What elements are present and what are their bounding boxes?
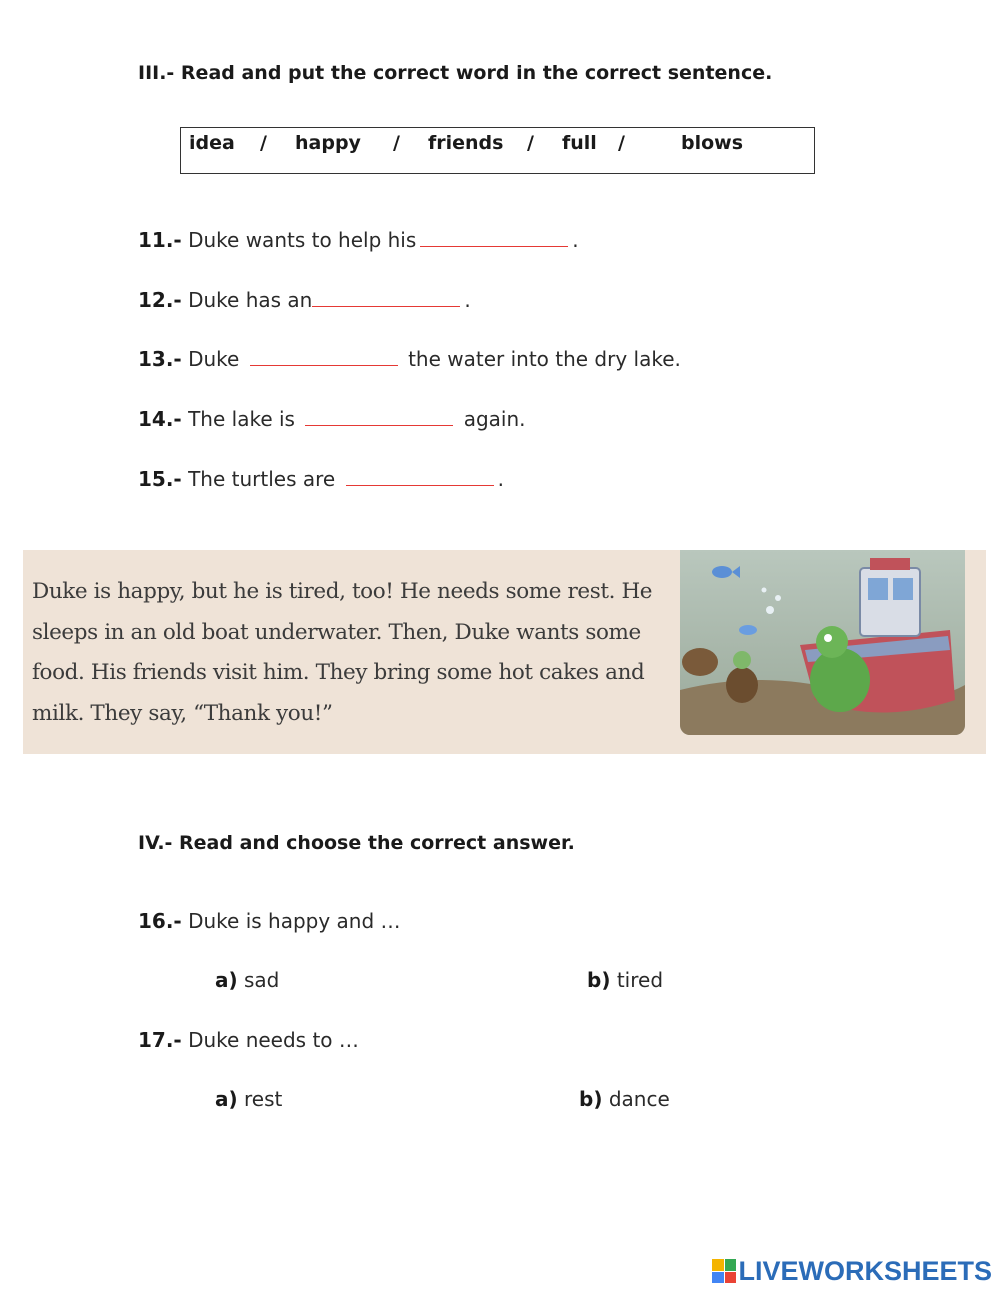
bubble (766, 606, 774, 614)
question-number: 14.- (138, 407, 182, 431)
word-bank-word: blows (681, 132, 744, 154)
question-text: . (464, 288, 471, 312)
question-text: Duke needs to … (188, 1028, 359, 1052)
story-line: food. His friends visit him. They bring some hot cakes and (32, 660, 645, 685)
story-line: sleeps in an old boat underwater. Then, Duke wants some (32, 619, 641, 645)
word-bank-separator: / (527, 132, 534, 154)
option-text: sad (244, 968, 280, 992)
story-line: milk. They say, “Thank you!” (32, 700, 333, 726)
story-text (32, 572, 672, 734)
question-16 (138, 909, 401, 933)
option-a[interactable] (215, 968, 279, 992)
turtle-head (733, 651, 751, 669)
word-bank-word: idea (189, 132, 235, 154)
question-text: Duke wants to help his (188, 228, 417, 252)
duke-body (810, 648, 870, 712)
fish (712, 566, 732, 578)
question-12 (138, 288, 471, 312)
option-b[interactable] (587, 968, 663, 992)
bubble (762, 588, 767, 593)
word-bank-separator: / (393, 132, 400, 154)
underwater-boat-illustration (680, 550, 965, 735)
boat-window (893, 578, 913, 600)
question-number: 17.- (138, 1028, 182, 1052)
story-line: Duke is happy, but he is tired, too! He needs some rest. He (32, 579, 653, 604)
word-bank-separator: / (260, 132, 267, 154)
question-text: Duke has an (188, 288, 313, 312)
logo-text: LIVEWORKSHEETS (738, 1255, 992, 1286)
liveworksheets-logo[interactable] (712, 1256, 992, 1286)
boat-roof (870, 558, 910, 570)
duke-eye (824, 634, 832, 642)
option-text: tired (616, 968, 664, 992)
story-illustration (680, 550, 965, 735)
logo-blocks-icon (712, 1259, 736, 1283)
story-panel (23, 550, 986, 754)
question-15 (138, 467, 504, 491)
question-number: 11.- (138, 228, 182, 252)
option-text: dance (608, 1087, 670, 1111)
question-11 (138, 228, 579, 252)
word-bank-separator: / (618, 132, 625, 154)
option-letter: a) (215, 1087, 238, 1111)
option-a[interactable] (215, 1087, 282, 1111)
question-text: Duke (188, 347, 240, 371)
question-text: the water into the dry lake. (408, 347, 681, 371)
option-letter: b) (579, 1087, 603, 1111)
question-number: 12.- (138, 288, 182, 312)
question-number: 13.- (138, 347, 182, 371)
turtle-shell (726, 667, 758, 703)
question-number: 16.- (138, 909, 182, 933)
bubble (775, 595, 781, 601)
answer-blank[interactable] (250, 347, 398, 366)
word-bank-word: friends (428, 132, 504, 154)
word-bank-word: full (562, 132, 597, 154)
section-3-heading: III.- Read and put the correct word in the correct sentence. (138, 62, 773, 84)
question-text: again. (463, 407, 526, 431)
answer-blank[interactable] (346, 467, 494, 486)
question-14 (138, 407, 525, 431)
turtle-shell (682, 648, 718, 676)
answer-blank[interactable] (312, 288, 460, 307)
section-4-heading: IV.- Read and choose the correct answer. (138, 832, 575, 854)
word-bank-word: happy (295, 132, 361, 154)
option-b[interactable] (579, 1087, 670, 1111)
answer-blank[interactable] (420, 228, 568, 247)
question-text: . (572, 228, 579, 252)
answer-blank[interactable] (305, 407, 453, 426)
fish (739, 625, 757, 635)
option-letter: a) (215, 968, 238, 992)
question-13 (138, 347, 681, 371)
question-text: Duke is happy and … (188, 909, 401, 933)
option-letter: b) (587, 968, 611, 992)
option-text: rest (244, 1087, 283, 1111)
question-text: The turtles are (188, 467, 336, 491)
question-number: 15.- (138, 467, 182, 491)
question-text: The lake is (188, 407, 295, 431)
question-text: . (497, 467, 504, 491)
word-bank (180, 127, 815, 174)
boat-window (868, 578, 888, 600)
question-17 (138, 1028, 359, 1052)
duke-head (816, 626, 848, 658)
